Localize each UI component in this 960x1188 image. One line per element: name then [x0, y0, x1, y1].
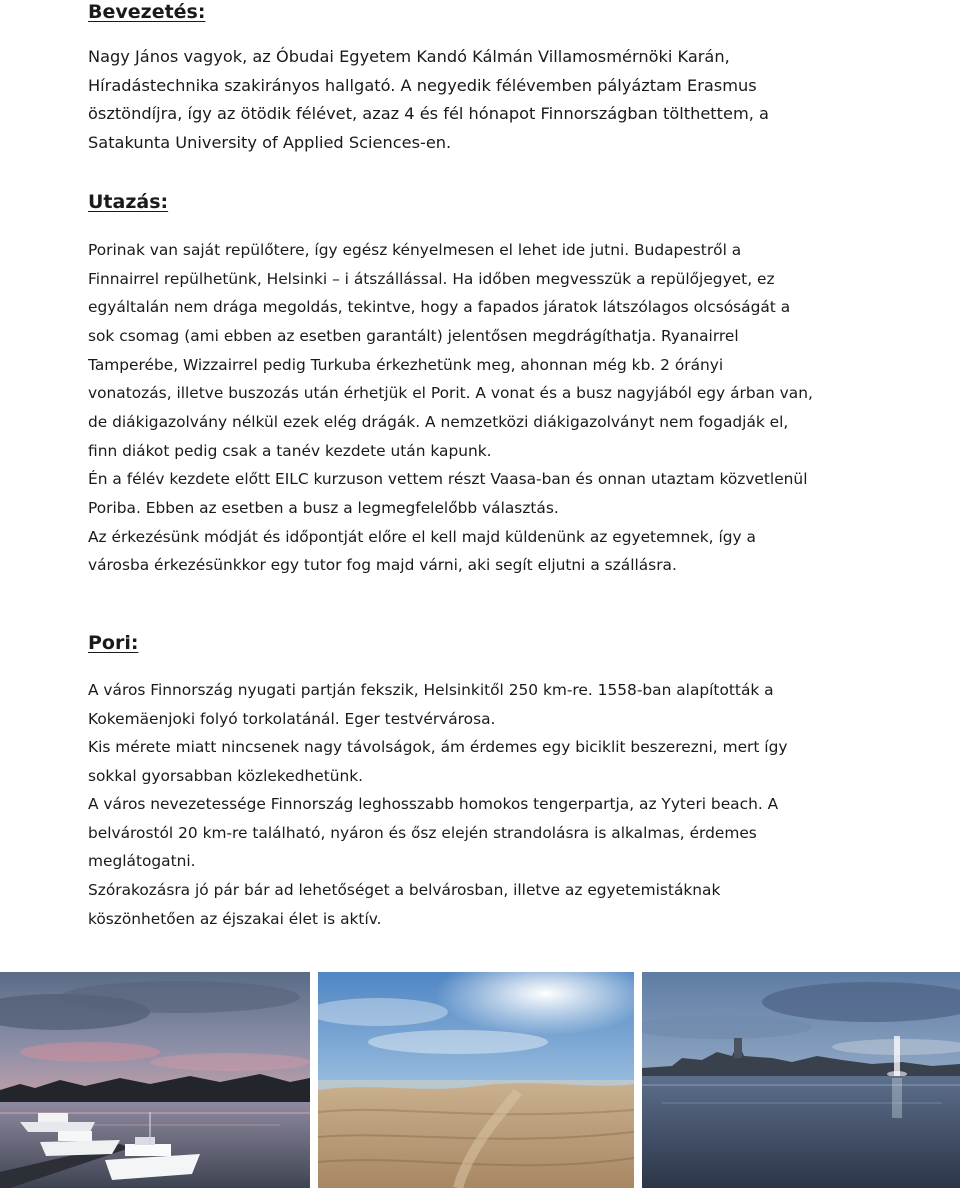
paragraph-line: Nagy János vagyok, az Óbudai Egyetem Kandó Kálmán Villamosmérnöki Karán, [88, 47, 730, 66]
paragraph-line: Poriba. Ebben az esetben a busz a legmegfelelőbb választás. [88, 499, 559, 517]
heading-bevezetes: Bevezetés: [88, 1, 206, 23]
sand-beach-photo [318, 972, 634, 1188]
paragraph-line: Én a félév kezdete előtt EILC kurzuson vettem részt Vaasa-ban és onnan utaztam közvetlenül [88, 470, 808, 488]
paragraph-line: köszönhetően az éjszakai élet is aktív. [88, 910, 382, 928]
paragraph-line: sokkal gyorsabban közlekedhetünk. [88, 767, 364, 785]
heading-pori: Pori: [88, 632, 139, 654]
paragraph-line: Tamperébe, Wizzairrel pedig Turkuba érkezhetünk meg, ahonnan még kb. 2 órányi [88, 356, 724, 374]
paragraph-line: Porinak van saját repülőtere, így egész kényelmesen el lehet ide jutni. Budapestről a [88, 241, 742, 259]
heading-utazas: Utazás: [88, 191, 169, 213]
harbor-sunset-photo [0, 972, 310, 1188]
paragraph-line: Szórakozásra jó pár bár ad lehetőséget a belvárosban, illetve az egyetemistáknak [88, 881, 721, 899]
paragraph-line: belvárostól 20 km-re található, nyáron és ősz elején strandolásra is alkalmas, érdemes [88, 824, 757, 842]
paragraph-line: de diákigazolvány nélkül ezek elég drágák. A nemzetközi diákigazolványt nem fogadják el, [88, 413, 789, 431]
river-town-dusk-photo [642, 972, 960, 1188]
paragraph-line: sok csomag (ami ebben az esetben garantált) jelentősen megdrágíthatja. Ryanairrel [88, 327, 739, 345]
paragraph-line: Satakunta University of Applied Sciences-en. [88, 133, 452, 152]
paragraph-line: Finnairrel repülhetünk, Helsinki – i átszállással. Ha időben megvesszük a repülőjegyet, ez [88, 270, 775, 288]
paragraph-line: Az érkezésünk módját és időpontját előre el kell majd küldenünk az egyetemnek, így a [88, 528, 756, 546]
paragraph-line: meglátogatni. [88, 852, 196, 870]
paragraph-line: A város Finnország nyugati partján fekszik, Helsinkitől 250 km-re. 1558-ban alapították a [88, 681, 774, 699]
paragraph-line: Kokemäenjoki folyó torkolatánál. Eger testvérvárosa. [88, 710, 496, 728]
photo-strip [0, 972, 960, 1188]
paragraph-line: A város nevezetessége Finnország leghosszabb homokos tengerpartja, az Yyteri beach. A [88, 795, 779, 813]
paragraph-line: vonatozás, illetve buszozás után érhetjük el Porit. A vonat és a busz nagyjából egy árban van, [88, 384, 813, 402]
paragraph-line: Híradástechnika szakirányos hallgató. A negyedik félévemben pályáztam Erasmus [88, 76, 757, 95]
paragraph-line: városba érkezésünkkor egy tutor fog majd várni, aki segít eljutni a szállásra. [88, 556, 677, 574]
paragraph-line: ösztöndíjra, így az ötödik félévet, azaz 4 és fél hónapot Finnországban tölthettem, a [88, 104, 769, 123]
paragraph-line: Kis mérete miatt nincsenek nagy távolságok, ám érdemes egy biciklit beszerezni, mert így [88, 738, 788, 756]
paragraph-line: finn diákot pedig csak a tanév kezdete után kapunk. [88, 442, 492, 460]
paragraph-line: egyáltalán nem drága megoldás, tekintve, hogy a fapados járatok látszólagos olcsóságát a [88, 298, 791, 316]
